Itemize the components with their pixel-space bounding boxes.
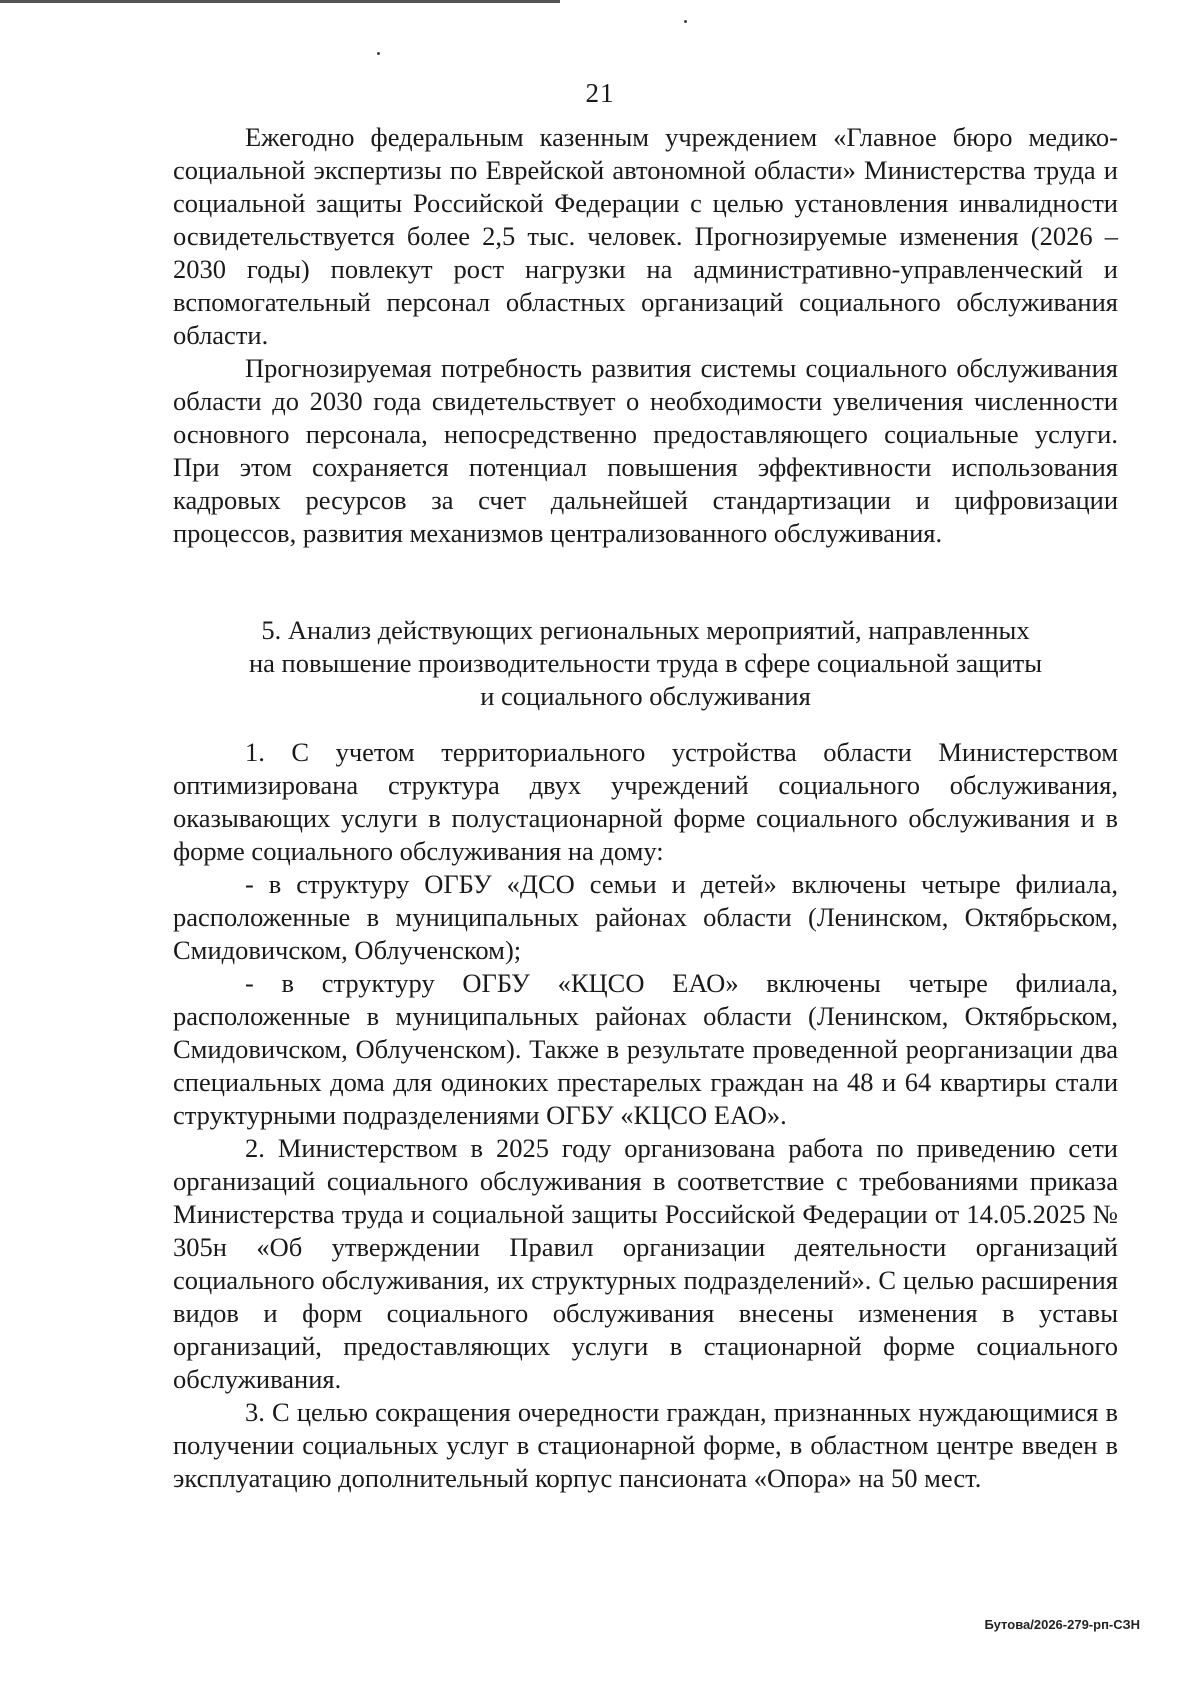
paragraph: Ежегодно федеральным казенным учреждением «Главное бюро медико-социальной экспертизы по Еврейской автономной области» Министерства труда и социальной защиты Российской Федерации с целью установления инвалидности освидетельствуется более 2,5 тыс. человек. Прогнозируемые изменения (2026 – 2030 годы) повлекут рост нагрузки на административно-управленческий и вспомогательный персонал областных организаций социального обслуживания области.	[173, 122, 1118, 350]
intro-section	[173, 121, 1118, 550]
section-heading	[173, 614, 1118, 713]
heading-line: и социального обслуживания	[480, 681, 811, 711]
heading-line: на повышение производительности труда в сфере социальной защиты	[248, 648, 1043, 678]
paragraph: 3. С целью сокращения очередности граждан, признанных нуждающимися в получении социальных услуг в стационарной форме, в областном центре введен в эксплуатацию дополнительный корпус пансионата «Опора» на 50 мест.	[173, 1397, 1118, 1493]
scan-artifact-line	[0, 0, 560, 3]
paragraph: Прогнозируемая потребность развития системы социального обслуживания области до 2030 года свидетельствует о необходимости увеличения численности основного персонала, непосредственно предоставляющего социальные услуги. При этом сохраняется потенциал повышения эффективности использования кадровых ресурсов за счет дальнейшей стандартизации и цифровизации процессов, развития механизмов централизованного обслуживания.	[173, 353, 1118, 548]
list-item: - в структуру ОГБУ «КЦСО ЕАО» включены четыре филиала, расположенные в муниципальных районах области (Ленинском, Октябрьском, Смидовичском, Облученском). Также в результате проведенной реорганизации два специальных дома для одиноких престарелых граждан на 48 и 64 квартиры стали структурными подразделениями ОГБУ «КЦСО ЕАО».	[173, 968, 1118, 1130]
list-item: - в структуру ОГБУ «ДСО семьи и детей» включены четыре филиала, расположенные в муниципальных районах области (Ленинском, Октябрьском, Смидовичском, Облученском);	[173, 869, 1118, 965]
page-number: 21	[585, 78, 615, 108]
paragraph: 1. С учетом территориального устройства области Министерством оптимизирована структура двух учреждений социального обслуживания, оказывающих услуги в полустационарной форме социального обслуживания и в форме социального обслуживания на дому:	[173, 737, 1118, 866]
section-body	[173, 736, 1118, 1495]
paragraph: 2. Министерством в 2025 году организована работа по приведению сети организаций социального обслуживания в соответствие с требованиями приказа Министерства труда и социальной защиты Российской Федерации от 14.05.2025 № 305н «Об утверждении Правил организации деятельности организаций социального обслуживания, их структурных подразделений». С целью расширения видов и форм социального обслуживания внесены изменения в уставы организаций, предоставляющих услуги в стационарной форме социального обслуживания.	[173, 1133, 1118, 1394]
heading-line: 5. Анализ действующих региональных мероприятий, направленных	[261, 615, 1030, 645]
scan-speck	[377, 52, 380, 55]
scan-speck	[684, 20, 687, 23]
document-reference: Бутова/2026-279-рп-СЗН	[984, 1617, 1140, 1632]
